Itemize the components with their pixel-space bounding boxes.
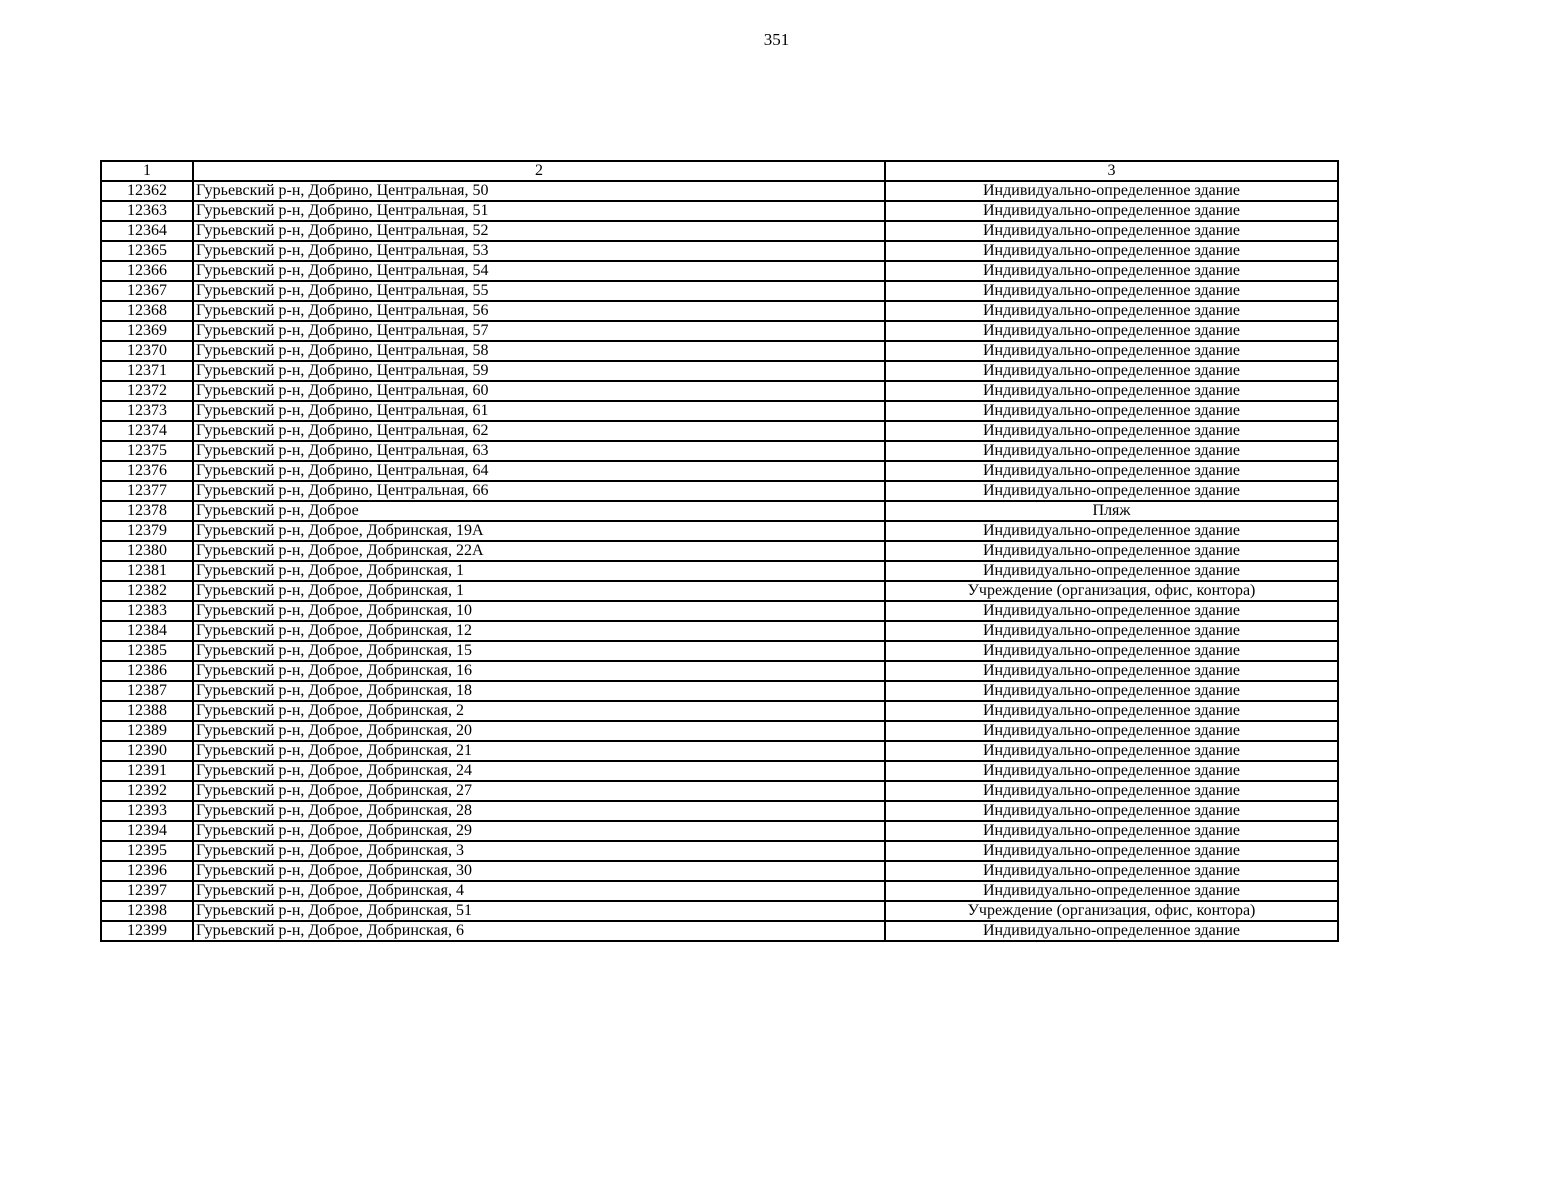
address-cell: Гурьевский р-н, Доброе, Добринская, 15 xyxy=(193,641,885,661)
address-cell: Гурьевский р-н, Добрино, Центральная, 59 xyxy=(193,361,885,381)
object-type-cell: Индивидуально-определенное здание xyxy=(885,921,1338,941)
address-cell: Гурьевский р-н, Доброе, Добринская, 4 xyxy=(193,881,885,901)
table-row xyxy=(101,341,1338,361)
table-row xyxy=(101,521,1338,541)
table-row xyxy=(101,921,1338,941)
table-row xyxy=(101,381,1338,401)
object-type-cell: Индивидуально-определенное здание xyxy=(885,781,1338,801)
table-row xyxy=(101,221,1338,241)
row-number-cell: 12372 xyxy=(101,381,193,401)
table-row xyxy=(101,761,1338,781)
row-number-cell: 12384 xyxy=(101,621,193,641)
table-row xyxy=(101,181,1338,201)
object-type-cell: Индивидуально-определенное здание xyxy=(885,881,1338,901)
object-type-cell: Индивидуально-определенное здание xyxy=(885,461,1338,481)
table-row xyxy=(101,821,1338,841)
row-number-cell: 12370 xyxy=(101,341,193,361)
address-cell: Гурьевский р-н, Добрино, Центральная, 64 xyxy=(193,461,885,481)
table-row xyxy=(101,861,1338,881)
table-row xyxy=(101,641,1338,661)
row-number-cell: 12369 xyxy=(101,321,193,341)
object-type-cell: Индивидуально-определенное здание xyxy=(885,341,1338,361)
row-number-cell: 12378 xyxy=(101,501,193,521)
registry-table-container xyxy=(100,160,1337,942)
row-number-cell: 12375 xyxy=(101,441,193,461)
object-type-cell: Индивидуально-определенное здание xyxy=(885,761,1338,781)
object-type-cell: Учреждение (организация, офис, контора) xyxy=(885,901,1338,921)
address-cell: Гурьевский р-н, Доброе, Добринская, 6 xyxy=(193,921,885,941)
address-cell: Гурьевский р-н, Доброе, Добринская, 28 xyxy=(193,801,885,821)
row-number-cell: 12394 xyxy=(101,821,193,841)
header-cell-3: 3 xyxy=(885,161,1338,181)
object-type-cell: Индивидуально-определенное здание xyxy=(885,841,1338,861)
row-number-cell: 12376 xyxy=(101,461,193,481)
object-type-cell: Индивидуально-определенное здание xyxy=(885,561,1338,581)
address-cell: Гурьевский р-н, Добрино, Центральная, 61 xyxy=(193,401,885,421)
address-cell: Гурьевский р-н, Доброе, Добринская, 20 xyxy=(193,721,885,741)
row-number-cell: 12380 xyxy=(101,541,193,561)
address-cell: Гурьевский р-н, Доброе, Добринская, 21 xyxy=(193,741,885,761)
table-row xyxy=(101,481,1338,501)
address-cell: Гурьевский р-н, Доброе, Добринская, 18 xyxy=(193,681,885,701)
address-cell: Гурьевский р-н, Доброе, Добринская, 51 xyxy=(193,901,885,921)
row-number-cell: 12396 xyxy=(101,861,193,881)
row-number-cell: 12382 xyxy=(101,581,193,601)
table-row xyxy=(101,901,1338,921)
table-row xyxy=(101,561,1338,581)
address-cell: Гурьевский р-н, Добрино, Центральная, 63 xyxy=(193,441,885,461)
table-row xyxy=(101,321,1338,341)
row-number-cell: 12387 xyxy=(101,681,193,701)
address-cell: Гурьевский р-н, Добрино, Центральная, 53 xyxy=(193,241,885,261)
table-row xyxy=(101,621,1338,641)
table-row xyxy=(101,261,1338,281)
object-type-cell: Индивидуально-определенное здание xyxy=(885,421,1338,441)
row-number-cell: 12392 xyxy=(101,781,193,801)
address-cell: Гурьевский р-н, Добрино, Центральная, 66 xyxy=(193,481,885,501)
table-row xyxy=(101,701,1338,721)
header-cell-1: 1 xyxy=(101,161,193,181)
row-number-cell: 12385 xyxy=(101,641,193,661)
object-type-cell: Индивидуально-определенное здание xyxy=(885,741,1338,761)
address-cell: Гурьевский р-н, Доброе, Добринская, 16 xyxy=(193,661,885,681)
address-cell: Гурьевский р-н, Добрино, Центральная, 50 xyxy=(193,181,885,201)
row-number-cell: 12368 xyxy=(101,301,193,321)
object-type-cell: Индивидуально-определенное здание xyxy=(885,181,1338,201)
row-number-cell: 12374 xyxy=(101,421,193,441)
object-type-cell: Индивидуально-определенное здание xyxy=(885,261,1338,281)
table-row xyxy=(101,881,1338,901)
table-row xyxy=(101,281,1338,301)
object-type-cell: Индивидуально-определенное здание xyxy=(885,241,1338,261)
object-type-cell: Индивидуально-определенное здание xyxy=(885,481,1338,501)
address-cell: Гурьевский р-н, Доброе, Добринская, 24 xyxy=(193,761,885,781)
object-type-cell: Индивидуально-определенное здание xyxy=(885,821,1338,841)
table-row xyxy=(101,201,1338,221)
address-cell: Гурьевский р-н, Доброе, Добринская, 10 xyxy=(193,601,885,621)
row-number-cell: 12367 xyxy=(101,281,193,301)
row-number-cell: 12389 xyxy=(101,721,193,741)
table-row xyxy=(101,581,1338,601)
object-type-cell: Индивидуально-определенное здание xyxy=(885,621,1338,641)
object-type-cell: Индивидуально-определенное здание xyxy=(885,361,1338,381)
row-number-cell: 12397 xyxy=(101,881,193,901)
row-number-cell: 12399 xyxy=(101,921,193,941)
row-number-cell: 12395 xyxy=(101,841,193,861)
object-type-cell: Учреждение (организация, офис, контора) xyxy=(885,581,1338,601)
row-number-cell: 12373 xyxy=(101,401,193,421)
object-type-cell: Индивидуально-определенное здание xyxy=(885,541,1338,561)
row-number-cell: 12393 xyxy=(101,801,193,821)
address-cell: Гурьевский р-н, Добрино, Центральная, 57 xyxy=(193,321,885,341)
row-number-cell: 12383 xyxy=(101,601,193,621)
table-row xyxy=(101,361,1338,381)
table-row xyxy=(101,401,1338,421)
address-cell: Гурьевский р-н, Доброе xyxy=(193,501,885,521)
address-cell: Гурьевский р-н, Добрино, Центральная, 58 xyxy=(193,341,885,361)
row-number-cell: 12363 xyxy=(101,201,193,221)
page-number: 351 xyxy=(763,30,790,49)
table-row xyxy=(101,241,1338,261)
table-body xyxy=(101,161,1338,941)
address-cell: Гурьевский р-н, Доброе, Добринская, 22А xyxy=(193,541,885,561)
table-row xyxy=(101,461,1338,481)
object-type-cell: Индивидуально-определенное здание xyxy=(885,641,1338,661)
object-type-cell: Индивидуально-определенное здание xyxy=(885,661,1338,681)
address-cell: Гурьевский р-н, Доброе, Добринская, 12 xyxy=(193,621,885,641)
address-cell: Гурьевский р-н, Доброе, Добринская, 19А xyxy=(193,521,885,541)
address-cell: Гурьевский р-н, Доброе, Добринская, 30 xyxy=(193,861,885,881)
table-row xyxy=(101,801,1338,821)
address-cell: Гурьевский р-н, Добрино, Центральная, 51 xyxy=(193,201,885,221)
address-cell: Гурьевский р-н, Доброе, Добринская, 2 xyxy=(193,701,885,721)
table-row xyxy=(101,541,1338,561)
table-row xyxy=(101,721,1338,741)
address-cell: Гурьевский р-н, Доброе, Добринская, 3 xyxy=(193,841,885,861)
address-cell: Гурьевский р-н, Доброе, Добринская, 29 xyxy=(193,821,885,841)
row-number-cell: 12362 xyxy=(101,181,193,201)
object-type-cell: Индивидуально-определенное здание xyxy=(885,601,1338,621)
object-type-cell: Индивидуально-определенное здание xyxy=(885,221,1338,241)
table-row xyxy=(101,301,1338,321)
address-cell: Гурьевский р-н, Добрино, Центральная, 55 xyxy=(193,281,885,301)
table-row xyxy=(101,741,1338,761)
address-cell: Гурьевский р-н, Добрино, Центральная, 62 xyxy=(193,421,885,441)
object-type-cell: Индивидуально-определенное здание xyxy=(885,801,1338,821)
header-cell-2: 2 xyxy=(193,161,885,181)
table-row xyxy=(101,661,1338,681)
row-number-cell: 12364 xyxy=(101,221,193,241)
table-row xyxy=(101,441,1338,461)
row-number-cell: 12379 xyxy=(101,521,193,541)
row-number-cell: 12386 xyxy=(101,661,193,681)
object-type-cell: Индивидуально-определенное здание xyxy=(885,321,1338,341)
object-type-cell: Пляж xyxy=(885,501,1338,521)
table-header-row xyxy=(101,161,1338,181)
object-type-cell: Индивидуально-определенное здание xyxy=(885,301,1338,321)
table-row xyxy=(101,421,1338,441)
address-cell: Гурьевский р-н, Добрино, Центральная, 60 xyxy=(193,381,885,401)
row-number-cell: 12371 xyxy=(101,361,193,381)
table-row xyxy=(101,841,1338,861)
object-type-cell: Индивидуально-определенное здание xyxy=(885,701,1338,721)
address-cell: Гурьевский р-н, Добрино, Центральная, 54 xyxy=(193,261,885,281)
row-number-cell: 12365 xyxy=(101,241,193,261)
object-type-cell: Индивидуально-определенное здание xyxy=(885,401,1338,421)
address-cell: Гурьевский р-н, Доброе, Добринская, 27 xyxy=(193,781,885,801)
table-row xyxy=(101,501,1338,521)
object-type-cell: Индивидуально-определенное здание xyxy=(885,861,1338,881)
table-row xyxy=(101,681,1338,701)
table-row xyxy=(101,781,1338,801)
object-type-cell: Индивидуально-определенное здание xyxy=(885,681,1338,701)
registry-table xyxy=(100,160,1339,942)
address-cell: Гурьевский р-н, Доброе, Добринская, 1 xyxy=(193,581,885,601)
row-number-cell: 12391 xyxy=(101,761,193,781)
row-number-cell: 12398 xyxy=(101,901,193,921)
object-type-cell: Индивидуально-определенное здание xyxy=(885,721,1338,741)
row-number-cell: 12388 xyxy=(101,701,193,721)
table-row xyxy=(101,601,1338,621)
address-cell: Гурьевский р-н, Добрино, Центральная, 56 xyxy=(193,301,885,321)
object-type-cell: Индивидуально-определенное здание xyxy=(885,381,1338,401)
row-number-cell: 12381 xyxy=(101,561,193,581)
object-type-cell: Индивидуально-определенное здание xyxy=(885,281,1338,301)
row-number-cell: 12366 xyxy=(101,261,193,281)
object-type-cell: Индивидуально-определенное здание xyxy=(885,201,1338,221)
row-number-cell: 12377 xyxy=(101,481,193,501)
address-cell: Гурьевский р-н, Доброе, Добринская, 1 xyxy=(193,561,885,581)
address-cell: Гурьевский р-н, Добрино, Центральная, 52 xyxy=(193,221,885,241)
object-type-cell: Индивидуально-определенное здание xyxy=(885,521,1338,541)
object-type-cell: Индивидуально-определенное здание xyxy=(885,441,1338,461)
row-number-cell: 12390 xyxy=(101,741,193,761)
